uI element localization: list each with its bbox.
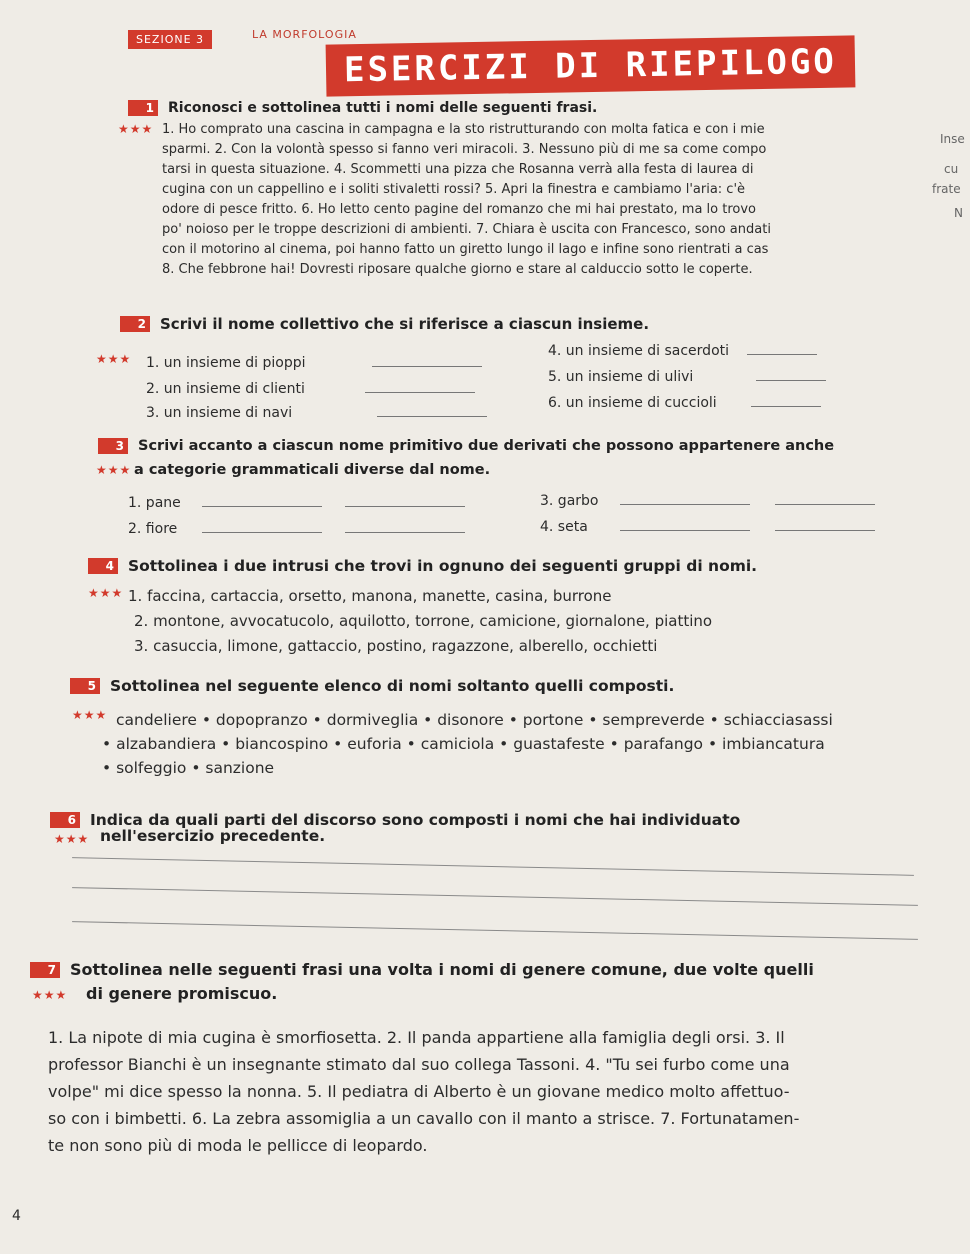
exercise-7-title: Sottolinea nelle seguenti frasi una volta i nomi di genere comune, due volte quelli [70, 960, 814, 979]
derivation-item [128, 520, 465, 537]
exercise-7-text [48, 1024, 958, 1159]
exercise-4-title: Sottolinea i due intrusi che trovi in ognuno dei seguenti gruppi di nomi. [128, 557, 758, 575]
margin-fragment: N [954, 206, 963, 220]
page-number: 4 [12, 1208, 21, 1224]
section-label: LA MORFOLOGIA [252, 28, 357, 41]
exercise-2-header [120, 314, 649, 334]
exercise-1-header [128, 98, 597, 118]
exercise-2-title: Scrivi il nome collettivo che si riferisce a ciascun insieme. [160, 315, 650, 333]
answer-blank[interactable] [747, 342, 817, 355]
item-label: 1. un insieme di pioppi [146, 355, 306, 371]
margin-fragment: Inse [940, 132, 965, 146]
answer-blank[interactable] [345, 520, 465, 533]
item-label: 2. fiore [128, 521, 178, 537]
difficulty-stars: ★★★ [88, 586, 124, 600]
word-line: • alzabandiera • biancospino • euforia • camiciola • guastafeste • parafango • imbiancatura [102, 735, 825, 753]
item-label: 3. un insieme di navi [146, 405, 293, 421]
item-label: 2. un insieme di clienti [146, 381, 305, 397]
difficulty-stars: ★★★ [72, 708, 108, 722]
difficulty-stars: ★★★ [96, 352, 132, 366]
exercise-number: 6 [50, 812, 80, 828]
answer-blank[interactable] [620, 492, 750, 505]
difficulty-stars: ★★★ [54, 832, 90, 846]
answer-line[interactable] [72, 857, 914, 876]
exercise-4-header [88, 556, 757, 576]
derivation-item [128, 494, 465, 511]
answer-line[interactable] [72, 921, 918, 940]
collective-item [548, 368, 826, 385]
exercise-4-list [128, 584, 908, 659]
exercise-6-title-cont: nell'esercizio precedente. [100, 827, 326, 845]
answer-blank[interactable] [345, 494, 465, 507]
answer-blank[interactable] [202, 520, 322, 533]
item-label: 4. un insieme di sacerdoti [548, 343, 730, 359]
item-label: 5. un insieme di ulivi [548, 369, 694, 385]
answer-blank[interactable] [775, 518, 875, 531]
collective-item [146, 380, 475, 397]
collective-item [146, 404, 487, 421]
derivation-item [540, 492, 875, 509]
word-line: candeliere • dopopranzo • dormiveglia • disonore • portone • sempreverde • schiacciasassi [116, 711, 833, 729]
answer-blank[interactable] [365, 380, 475, 393]
text-line: professor Bianchi è un insegnante stimato dal suo collega Tassoni. 4. "Tu sei furbo come una [48, 1055, 790, 1074]
item-label: 1. pane [128, 495, 181, 511]
answer-blank[interactable] [620, 518, 750, 531]
item-label: 3. garbo [540, 493, 599, 509]
answer-line[interactable] [72, 887, 918, 906]
exercise-3-title: Scrivi accanto a ciascun nome primitivo due derivati che possono appartenere anche [138, 438, 835, 454]
exercise-3-header [98, 436, 834, 456]
margin-fragment: cu [944, 162, 959, 176]
answer-blank[interactable] [372, 354, 482, 367]
exercise-number: 4 [88, 558, 118, 574]
text-line: 8. Che febbrone hai! Dovresti riposare qualche giorno e stare al calduccio sotto le coperte. [162, 262, 753, 277]
text-line: te non sono più di moda le pellicce di leopardo. [48, 1136, 428, 1155]
word-line: • solfeggio • sanzione [102, 759, 275, 777]
derivation-item [540, 518, 875, 535]
item-label: 4. seta [540, 519, 588, 535]
text-line: con il motorino al cinema, poi hanno fatto un giretto lungo il lago e infine sono rientrati a cas [162, 242, 769, 257]
item-label: 6. un insieme di cuccioli [548, 395, 717, 411]
exercise-6-title: Indica da quali parti del discorso sono composti i nomi che hai individuato [90, 811, 741, 829]
exercise-5-title: Sottolinea nel seguente elenco di nomi soltanto quelli composti. [110, 677, 675, 695]
exercise-7-title-cont: di genere promiscuo. [86, 984, 278, 1003]
exercise-1-title: Riconosci e sottolinea tutti i nomi delle seguenti frasi. [168, 100, 598, 116]
exercise-number: 2 [120, 316, 150, 332]
collective-item [548, 342, 817, 359]
list-item: 2. montone, avvocatucolo, aquilotto, torrone, camicione, giornalone, piattino [134, 612, 713, 630]
text-line: cugina con un cappellino e i soliti stivaletti rossi? 5. Apri la finestra e cambiamo l'aria: c'è [162, 182, 746, 197]
text-line: tarsi in questa situazione. 4. Scommetti una pizza che Rosanna verrà alla festa di laurea di [162, 162, 754, 177]
answer-blank[interactable] [202, 494, 322, 507]
text-line: so con i bimbetti. 6. La zebra assomiglia a un cavallo con il manto a strisce. 7. Fortunatamen- [48, 1109, 800, 1128]
exercise-5-header [70, 676, 674, 696]
exercise-number: 3 [98, 438, 128, 454]
exercise-3-title-cont: a categorie grammaticali diverse dal nome. [134, 462, 491, 478]
text-line: po' noioso per le troppe descrizioni di ambienti. 7. Chiara è uscita con Francesco, sono andati [162, 222, 771, 237]
exercise-5-list [102, 708, 936, 780]
collective-item [146, 354, 482, 371]
difficulty-stars: ★★★ [118, 122, 154, 136]
text-line: volpe" mi dice spesso la nonna. 5. Il pediatra di Alberto è un giovane medico molto affettuo- [48, 1082, 790, 1101]
text-line: 1. La nipote di mia cugina è smorfiosetta. 2. Il panda appartiene alla famiglia degli orsi. 3. Il [48, 1028, 785, 1047]
difficulty-stars: ★★★ [96, 463, 132, 477]
text-line: sparmi. 2. Con la volontà spesso si fanno veri miracoli. 3. Nessuno più di me sa come compo [162, 142, 767, 157]
exercise-7-header [30, 960, 814, 980]
margin-fragment: frate [932, 182, 961, 196]
answer-blank[interactable] [751, 394, 821, 407]
answer-blank[interactable] [775, 492, 875, 505]
answer-blank[interactable] [756, 368, 826, 381]
page-title: ESERCIZI DI RIEPILOGO [326, 35, 856, 96]
answer-blank[interactable] [377, 404, 487, 417]
list-item: 3. casuccia, limone, gattaccio, postino, ragazzone, alberello, occhietti [134, 637, 658, 655]
text-line: 1. Ho comprato una cascina in campagna e la sto ristrutturando con molta fatica e con i mie [162, 122, 765, 137]
difficulty-stars: ★★★ [32, 988, 68, 1002]
exercise-number: 7 [30, 962, 60, 978]
exercise-1-text [162, 120, 862, 280]
section-tag: SEZIONE 3 [128, 30, 212, 49]
exercise-number: 1 [128, 100, 158, 116]
text-line: odore di pesce fritto. 6. Ho letto cento pagine del romanzo che mi hai prestato, ma lo trovo [162, 202, 757, 217]
exercise-number: 5 [70, 678, 100, 694]
collective-item [548, 394, 821, 411]
list-item: 1. faccina, cartaccia, orsetto, manona, manette, casina, burrone [128, 587, 612, 605]
